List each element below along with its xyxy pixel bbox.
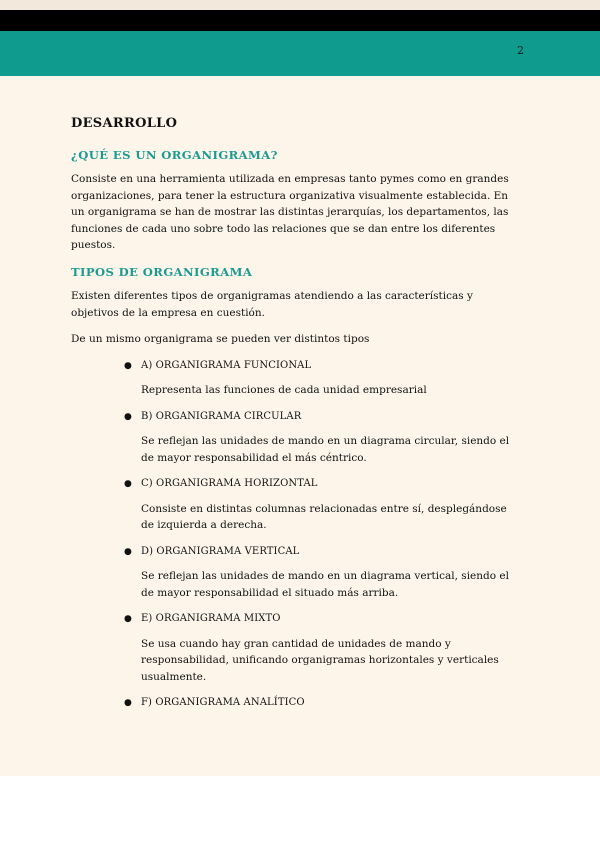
list-item-label: F) ORGANIGRAMA ANALÍTICO xyxy=(141,697,305,708)
section-title: DESARROLLO xyxy=(71,116,178,131)
list-item xyxy=(124,611,511,685)
top-rule xyxy=(0,0,600,10)
paragraph-types-lead: De un mismo organigrama se pueden ver distintos tipos xyxy=(71,333,370,345)
bullet-icon: ● xyxy=(124,546,132,557)
list-item-description: Representa las funciones de cada unidad empresarial xyxy=(141,384,427,396)
list-item xyxy=(124,476,511,534)
subheading-types: TIPOS DE ORGANIGRAMA xyxy=(71,264,253,279)
list-item-description: Se reflejan las unidades de mando en un diagrama vertical, siendo el de mayor responsabilidad el situado más arriba. xyxy=(141,570,509,599)
list-item xyxy=(124,358,511,399)
list-item-label: E) ORGANIGRAMA MIXTO xyxy=(141,613,281,624)
subheading-what-is: ¿QUÉ ES UN ORGANIGRAMA? xyxy=(71,147,278,162)
bullet-icon: ● xyxy=(124,411,132,422)
list-item-description: Se reflejan las unidades de mando en un diagrama circular, siendo el de mayor responsabilidad el más céntrico. xyxy=(141,435,510,464)
header-teal-band xyxy=(0,31,600,76)
list-item-label: B) ORGANIGRAMA CIRCULAR xyxy=(141,410,302,422)
paragraph-definition: Consiste en una herramienta utilizada en empresas tanto pymes como en grandes organizaciones, para tener la estructura organizativa visualmente establecida. En un organigrama se han de mostrar las distintas jerarquías, los departamentos, las funciones de cada uno sobre todo las relaciones que se dan entre los diferentes puestos. xyxy=(71,173,509,251)
list-item xyxy=(124,544,511,602)
list-item xyxy=(124,409,511,467)
header-black-bar xyxy=(0,10,600,31)
list-item xyxy=(124,695,511,712)
types-list xyxy=(71,358,511,712)
bullet-icon: ● xyxy=(124,614,132,624)
page-number: 2 xyxy=(517,44,524,57)
list-item-label: D) ORGANIGRAMA VERTICAL xyxy=(141,545,300,557)
bullet-icon: ● xyxy=(124,360,132,371)
bullet-icon: ● xyxy=(124,479,132,489)
list-item-label: A) ORGANIGRAMA FUNCIONAL xyxy=(141,359,312,371)
list-item-description: Se usa cuando hay gran cantidad de unidades de mando y responsabilidad, unificando organigramas horizontales y verticales usualmente. xyxy=(141,637,499,683)
list-item-label: C) ORGANIGRAMA HORIZONTAL xyxy=(141,478,318,489)
document-body xyxy=(71,116,511,720)
list-item-description: Consiste en distintas columnas relacionadas entre sí, desplegándose de izquierda a derecha. xyxy=(141,502,507,531)
paragraph-types-intro: Existen diferentes tipos de organigramas atendiendo a las características y objetivos de la empresa en cuestión. xyxy=(71,290,473,319)
bullet-icon: ● xyxy=(124,698,132,708)
